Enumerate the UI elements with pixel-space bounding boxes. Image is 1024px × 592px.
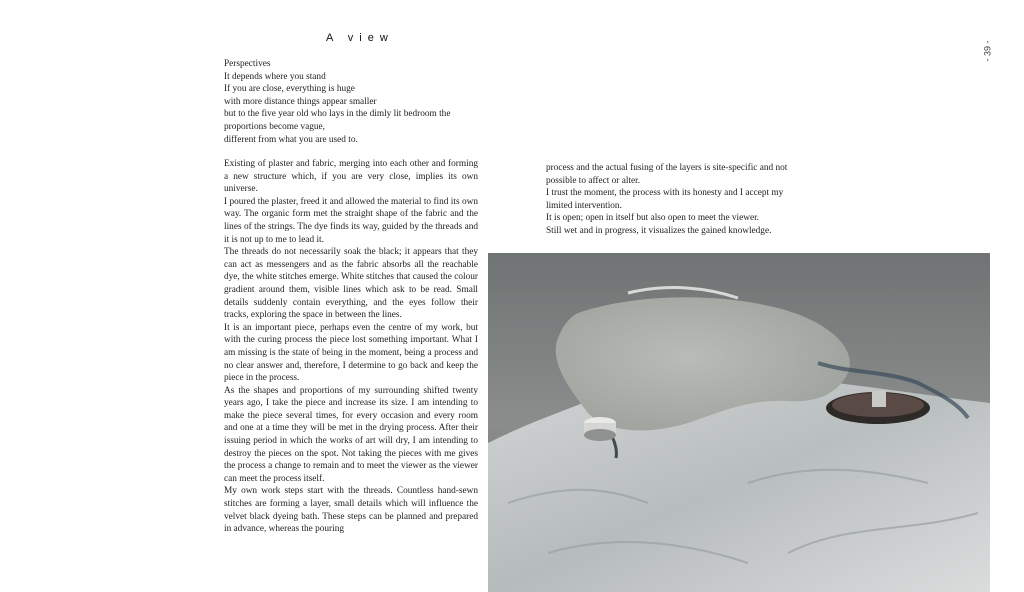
poem bbox=[224, 58, 484, 146]
artwork-photo-illustration bbox=[488, 253, 990, 592]
poem-line: with more distance things appear smaller bbox=[224, 96, 377, 107]
poem-line: different from what you are used to. bbox=[224, 134, 358, 145]
paragraph: process and the actual fusing of the layers is site-specific and not possible to affect or alter. bbox=[546, 163, 788, 186]
page-number-text: - 39 - bbox=[982, 40, 993, 62]
paragraph: It is open; open in itself but also open to meet the viewer. bbox=[546, 213, 760, 224]
page-heading: A view bbox=[326, 32, 394, 44]
paragraph: Existing of plaster and fabric, merging into each other and forming a new structure which, if you are very close, implies its own universe. bbox=[224, 159, 478, 195]
paragraph: The threads do not necessarily soak the black; it appears that they can act as messengers and as the fabric absorbs all the reachable dye, the white stitches emerge. White stitches that caused the colour gradient around them, visible lines which ask to be read. Small details suddenly contain everything, and the eyes follow their tracks, exploring the space in between the lines. bbox=[224, 247, 478, 321]
poem-line: If you are close, everything is huge bbox=[224, 84, 355, 95]
paragraph: I trust the moment, the process with its honesty and I accept my limited intervention. bbox=[546, 188, 784, 211]
poem-line: proportions become vague, bbox=[224, 121, 325, 132]
left-column-text bbox=[224, 158, 478, 536]
poem-line: It depends where you stand bbox=[224, 71, 326, 82]
page-number bbox=[976, 36, 1000, 66]
paragraph: I poured the plaster, freed it and allowed the material to find its own way. The organic form met the straight shape of the fabric and the lines of the strings. The dye finds its way, guided by the threads and it is not up to me to lead it. bbox=[224, 196, 478, 245]
poem-line: Perspectives bbox=[224, 59, 271, 69]
paragraph: As the shapes and proportions of my surrounding shifted twenty years ago, I take the piece and increase its size. I am intending to make the piece several times, for every occasion and every room and one at a time they will be met in the drying process. After their issuing period in which the works of art will dry, I am intending to destroy the pieces on the spot. Not taking the pieces with me gives the process a change to remain and to meet the viewer as the viewer can meet the process itself. bbox=[224, 385, 478, 484]
paragraph: It is an important piece, perhaps even the centre of my work, but with the curing process the piece lost something important. What I am missing is the state of being in the moment, being a process and no clear answer and, therefore, I determine to go back and keep the piece in the process. bbox=[224, 322, 478, 384]
paragraph: Still wet and in progress, it visualizes the gained knowledge. bbox=[546, 225, 772, 236]
poem-line: but to the five year old who lays in the dimly lit bedroom the bbox=[224, 109, 451, 120]
artwork-photo bbox=[488, 253, 990, 592]
paragraph: My own work steps start with the threads. Countless hand-sewn stitches are forming a layer, small details which will influence the velvet black dyeing bath. These steps can be planned and prepared in advance, whereas the pouring bbox=[224, 486, 478, 535]
right-column-text bbox=[546, 162, 808, 238]
